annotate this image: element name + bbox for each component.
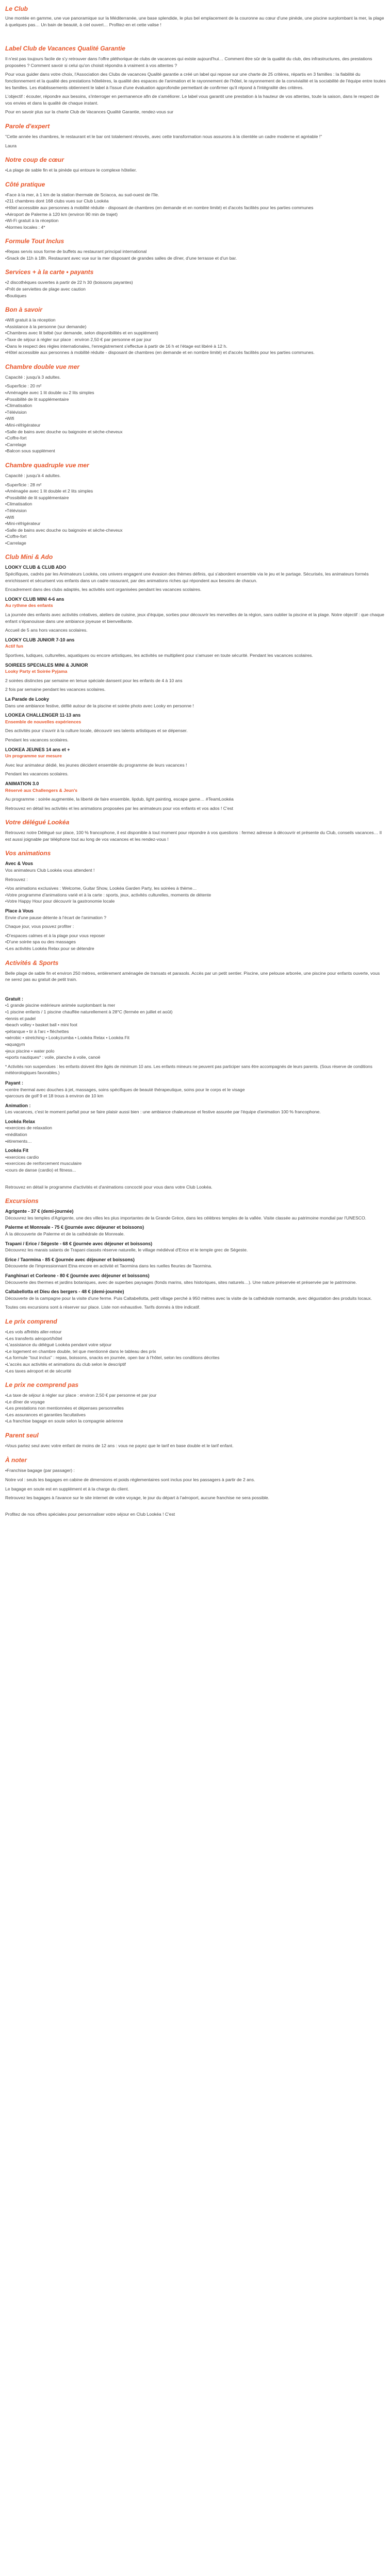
list-item: • La plage de sable fin et la pinède qui entoure le complexe hôtelier.	[5, 167, 386, 174]
list-item: • Coffre-fort	[5, 533, 386, 540]
sport-title: Activités & Sports	[5, 959, 59, 967]
minis-subhead: Looky Party et Soirée Pyjama	[5, 669, 68, 674]
prix-list	[5, 1329, 386, 1374]
animations-title: Vos animations	[5, 850, 51, 857]
chambre2-section	[5, 462, 386, 547]
minis-head: LOOKY CLUB MINI 4-6 ans	[5, 596, 64, 602]
animations-intro: Retrouvez :	[5, 876, 28, 882]
chambre1-list	[5, 383, 386, 454]
coup-section	[5, 156, 386, 174]
list-item: • Superficie : 28 m²	[5, 482, 386, 488]
list-item: • Climatisation	[5, 402, 386, 409]
noter-text: Notre vol : seuls les bagages en cabine de dimensions et poids réglementaires sont inclus pour les passagers à partir de 2 ans.	[5, 1477, 255, 1483]
noter-section	[5, 1456, 386, 1518]
label-title: Label Club de Vacances Qualité Garantie	[5, 45, 125, 53]
list-item: • Hôtel accessible aux personnes à mobilité réduite - disposant de chambres (en demande et en nombre limité) et d'accès facilités pour les parties communes	[5, 205, 386, 211]
sport-head: Animation :	[5, 1103, 31, 1108]
list-item: • 1 grande piscine extérieure animée surplombant la mer	[5, 1002, 386, 1009]
sport-list-4	[5, 1125, 386, 1144]
list-item: • L'accès aux activités et animations du club selon le descriptif	[5, 1361, 386, 1368]
sport-note: Retrouvez en détail le programme d'activités et d'animations concocté pour vous dans votre Club Lookéa.	[5, 1184, 213, 1190]
minis-text: Des activités pour s'ouvrir à la culture locale, découvrir ses talents artistiques et se dépenser.	[5, 728, 188, 734]
list-item: • tennis et padel	[5, 1015, 386, 1022]
sport-list-5	[5, 1154, 386, 1174]
list-item: • Dans le respect des règles internationales, l'enregistrement s'effectue à partir de 16 h et l'étage est libéré à 12 h.	[5, 343, 386, 350]
list-item: • Face à la mer, à 1 km de la station thermale de Sciacca, au sud-ouest de l'île.	[5, 192, 386, 198]
sport-text: Les vacances, c'est le moment parfait pour se faire plaisir aussi bien : une ambiance chaleureuse et festive assurée par l'équipe d'animation 100 % francophone.	[5, 1109, 321, 1115]
excursions-title: Excursions	[5, 1197, 39, 1205]
intro-title: Le Club	[5, 5, 28, 12]
list-item: • exercices de relaxation	[5, 1125, 386, 1131]
sport-head: Gratuit :	[5, 996, 23, 1002]
list-item: • Télévision	[5, 507, 386, 514]
excursion-head: Erice / Taormina - 85 € (journée avec déjeuner et boissons)	[5, 1257, 135, 1262]
list-item: • exercices cardio	[5, 1154, 386, 1161]
list-item: • Snack de 11h à 18h. Restaurant avec vue sur la mer disposant de grandes salles de dîner, d'une terrasse et d'un bar.	[5, 255, 386, 262]
minis-text: Sportives, ludiques, culturelles, aquatiques ou encore artistiques, les activités se multiplient pour s'amuser en toute sécurité. Pendant les vacances scolaires.	[5, 653, 313, 658]
coup-title: Notre coup de cœur	[5, 156, 64, 164]
list-item: • Carrelage	[5, 540, 386, 547]
sport-head: Lookéa Fit	[5, 1148, 29, 1154]
list-item: • Votre Happy Hour pour découvrir la gastronomie locale	[5, 898, 386, 905]
list-item: • Franchise bagage (par passager) :	[5, 1467, 386, 1474]
excursion-text: À la découverte de Palerme et de la cathédrale de Monreale.	[5, 1231, 125, 1236]
list-item: • Normes locales : 4*	[5, 224, 386, 231]
list-item: • D'espaces calmes et à la plage pour vous reposer	[5, 933, 386, 939]
excursion-text: Découverte de l'impressionnant Etna encore en activité et Taormina dans les ruelles fleuries de Taormina.	[5, 1263, 213, 1269]
animations-list-2	[5, 933, 386, 952]
parole-title: Parole d'expert	[5, 122, 50, 130]
minis-note: Retrouvez en détail les activités et les animations proposées par les animateurs pour vos enfants et vos ados ! C'est	[5, 805, 234, 811]
minis-text: Spécifiques, cadrés par les Animateurs Lookéa, ces univers engagent une évasion des thèmes définis, qui s'abordent ensemble via le jeu et le partage. Sécurisés, les animateurs formés enrichissent et sécurisent vos enfants dans un cadre rassurant, par des animations riches qui répondent aux besoins de chacun.	[5, 571, 369, 583]
minis-head: ANIMATION 3.0	[5, 781, 39, 786]
list-item: • Wifi	[5, 514, 386, 521]
list-item: • Les activités Lookéa Relax pour se détendre	[5, 945, 386, 952]
list-item: • Chambres avec lit bébé (sur demande, selon disponibilités et en supplément)	[5, 330, 386, 336]
list-item: • Repas servis sous forme de buffets au restaurant principal international	[5, 248, 386, 255]
list-item: • Boutiques	[5, 293, 386, 299]
list-item: • 1 piscine enfants / 1 piscine chauffée naturellement à 28°C (fermée en juillet et août)	[5, 1009, 386, 1015]
parole-quote: "Cette année les chambres, le restaurant et le bar ont totalement rénovés, avec cette transformation nous assurons à la clientèle un cadre moderne et agréable !"	[5, 133, 322, 139]
list-item: • Salle de bains avec douche ou baignoire et sèche-cheveux	[5, 429, 386, 435]
animations-sub: Place à Vous	[5, 908, 34, 914]
delegue-section	[5, 819, 386, 842]
list-item: • exercices de renforcement musculaire	[5, 1160, 386, 1167]
list-item: • Les vols affrétés aller-retour	[5, 1329, 386, 1335]
list-item: • Wifi	[5, 415, 386, 422]
parent-section	[5, 1432, 386, 1449]
list-item: • 211 chambres dont 168 clubs vues sur Club Lookéa	[5, 198, 386, 205]
parent-title: Parent seul	[5, 1432, 39, 1439]
minis-text: Pendant les vacances scolaires.	[5, 737, 69, 742]
delegue-text: Retrouvez notre Délégué sur place, 100 % francophone, il est disponible à tout moment pour répondre à vos questions : fermez adresse à découvrir et présente du Club, conseils vacances… Il est aussi joignable par téléphone tout au long de vos vacances et les rendez-vous !	[5, 830, 382, 842]
minis-text: Avec leur animateur dédié, les jeunes décident ensemble du programme de leurs vacances !	[5, 762, 187, 768]
animations-section	[5, 850, 386, 952]
minis-text: 2 soirées distinctes par semaine en tenue spéciale dansent pour les enfants de 4 à 10 ans	[5, 677, 183, 683]
excursion-text: Découverte des thermes et jardins botaniques, avec de superbes paysages (fonds marins, sites historiques, sites naturels…). Une nature préservée et préservée par le patrimoine.	[5, 1279, 357, 1285]
coup-list	[5, 167, 386, 174]
list-item: • Le dîner de voyage	[5, 1399, 386, 1405]
excursions-section	[5, 1197, 386, 1311]
minis-subhead: Ensemble de nouvelles expériences	[5, 719, 82, 724]
list-item: • Vous partez seul avec votre enfant de moins de 12 ans : vous ne payez que le tarif en base double et le tarif enfant.	[5, 1443, 386, 1449]
list-item: • parcours de golf 9 et 18 trous à environ de 10 km	[5, 1093, 386, 1099]
list-item: • Climatisation	[5, 501, 386, 507]
animations-sub: Avec & Vous	[5, 861, 34, 867]
animations-line: Chaque jour, vous pouvez profiter :	[5, 924, 74, 929]
list-item: • Les transferts aéroport/hôtel	[5, 1335, 386, 1342]
minis-text: Accueil de 5 ans hors vacances scolaires.	[5, 628, 88, 633]
minis-text: Dans une ambiance festive, défilé autour de la piscine et soirée photo avec Looky en personne !	[5, 703, 194, 708]
animations-list	[5, 885, 386, 905]
minis-subhead: Réservé aux Challengers & Jeun's	[5, 787, 78, 793]
chambre2-desc: Capacité : jusqu'à 4 adultes.	[5, 472, 61, 478]
intro-text: Une montée en gamme, unе vue panoramique sur la Méditerranée, une base splendide, le plus bel emplacement de la couronne au cœur d'une pinède, une piscine surplombant la mer, la plage à quelques pas… Un bain de beauté, à ciel ouvert… Profitez-en et cette valise !	[5, 15, 384, 27]
minis-text: La journée des enfants avec activités créatives, ateliers de cuisine, jeux d'équipe, sorties pour découvrir les merveilles de la région, sans oublier la piscine et la plage. Notre objectif : que chaque enfant s'épanouisse dans une ambiance joyeuse et bienveillante.	[5, 612, 384, 624]
services-list	[5, 279, 386, 299]
list-item: • La formule "tout inclus" : repas, boissons, snacks en journée, open bar à l'hôtel, selon les conditions décrites	[5, 1354, 386, 1361]
minis-subhead: Actif fun	[5, 643, 23, 649]
chambre1-title: Chambre double vue mer	[5, 363, 80, 370]
delegue-title: Votre délégué Lookéa	[5, 819, 70, 826]
noter-last: Profitez de nos offres spéciales pour personnaliser votre séjour en Club Lookéa ! C'est	[5, 1512, 175, 1517]
pasprix-section	[5, 1381, 386, 1425]
sport-head: Payant :	[5, 1080, 24, 1086]
list-item: • aérobic • stretching • Lookyzumba • Lookéa Relax • Lookéa Fit	[5, 1035, 386, 1041]
animations-line: Vos animateurs Club Lookéa vous attendent !	[5, 868, 95, 873]
list-item: • Hôtel accessible aux personnes à mobilité réduite - disposant de chambres (en demande et en nombre limité) et d'accès facilités pour les parties communes.	[5, 349, 386, 356]
intro-section	[5, 5, 386, 28]
list-item: • D'une soirée spa ou des massages	[5, 939, 386, 945]
list-item: • Coffre-fort	[5, 435, 386, 442]
services-title: Services + à la carte • payants	[5, 268, 94, 276]
list-item: • beach volley • basket ball • mini foot	[5, 1022, 386, 1028]
minis-subhead: Au rythme des enfants	[5, 603, 53, 608]
bain-list	[5, 317, 386, 356]
bain-section	[5, 306, 386, 356]
list-item: • Assistance à la personne (sur demande)	[5, 324, 386, 330]
minis-subhead: Un programme sur mesure	[5, 753, 62, 759]
chambre1-section	[5, 363, 386, 454]
list-item: • Les prestations non mentionnées et dépenses personnelles	[5, 1405, 386, 1412]
minis-text: Encadrement dans des clubs adaptés, les activités sont organisées pendant les vacances scolaires.	[5, 587, 202, 592]
chambre2-list	[5, 482, 386, 547]
bain-title: Bon à savoir	[5, 306, 43, 314]
excursion-head: Palerme et Monreale - 75 € (journée avec déjeuner et boissons)	[5, 1225, 144, 1230]
list-item: • Votre programme d'animations varié et à la carte : sports, jeux, activités culturelles, moments de détente	[5, 892, 386, 899]
excursions-note: Toutes ces excursions sont à réserver sur place. Liste non exhaustive. Tarifs donnés à titre indicatif.	[5, 1304, 201, 1310]
list-item: • cours de danse (cardio) et fitness...	[5, 1167, 386, 1174]
minis-head: SOIREES SPECIALES MINI & JUNIOR	[5, 662, 88, 668]
page	[5, 0, 386, 1536]
minis-head: La Parade de Looky	[5, 696, 50, 702]
list-item: • étirements…	[5, 1138, 386, 1145]
pasprix-list	[5, 1392, 386, 1425]
sport-text: Belle plage de sable fin et environ 250 mètres, entièrement aménagée de transats et parasols. Accès par un petit sentier. Piscine, une pelouse arborée, une piscine pour enfants ouverte, vous ne serez pas au gratuit de petit train.	[5, 970, 380, 982]
sport-head: Lookéa Relax	[5, 1118, 36, 1124]
list-item: • Aéroport de Palerme à 120 km (environ 90 min de trajet)	[5, 211, 386, 218]
sport-list-2	[5, 1087, 386, 1099]
list-item: • Le logement en chambre double, tel que mentionné dans le tableau des prix	[5, 1348, 386, 1355]
critique-list	[5, 192, 386, 231]
formule-list	[5, 248, 386, 261]
critique-section	[5, 181, 386, 231]
pasprix-title: Le prix ne comprend pas	[5, 1381, 79, 1389]
services-section	[5, 268, 386, 299]
sport-note: * Activités non suspendues : les enfants doivent être âgés de minimum 10 ans. Les enfants mineurs ne peuvent pas participer sans être accompagnés de leurs parents. (Sous réserve de conditions météorologiques favorables.)	[5, 1064, 372, 1076]
minis-section	[5, 553, 386, 811]
minis-text: 2 fois par semaine pendant les vacances scolaires.	[5, 687, 106, 692]
list-item: • Carrelage	[5, 442, 386, 448]
list-item: • Aménagée avec 1 lit double et 2 lits simples	[5, 488, 386, 495]
excursion-text: Découvrez les marais salants de Trapani classés réserve naturelle, le village médiéval d'Erice et le temple grec de Ségeste.	[5, 1247, 248, 1253]
minis-head: LOOKY CLUB JUNIOR 7-10 ans	[5, 637, 75, 642]
excursion-text: Découvrez les temples d'Agrigente, une des villes les plus importantes de la Grande Grèce, dans les célèbres temples de la vallée. Visite classée au patrimoine mondial par l'UNESCO.	[5, 1215, 367, 1221]
list-item: • Superficie : 20 m²	[5, 383, 386, 389]
list-item: • méditation	[5, 1131, 386, 1138]
list-item: • centre thermal avec douches à jet, massages, soins spécifiques de beauté thérapeutique, soins pour le corps et le visage	[5, 1087, 386, 1093]
list-item: • Télévision	[5, 409, 386, 416]
list-item: • Vos animations exclusives : Welcome, Guitar Show, Lookéa Garden Party, les soirées à thème…	[5, 885, 386, 892]
list-item: • Salle de bains avec douche ou baignoire et sèche-cheveux	[5, 527, 386, 534]
list-item: • Balcon sous supplément	[5, 448, 386, 454]
prix-title: Le prix comprend	[5, 1317, 57, 1325]
noter-title: À noter	[5, 1456, 27, 1464]
excursion-head: Trapani / Erice / Ségeste - 68 € (journée avec déjeuner et boissons)	[5, 1241, 153, 1246]
excursion-head: Caltabellotta et Dieu des bergers - 48 € (demi-journée)	[5, 1289, 124, 1295]
parent-list	[5, 1443, 386, 1449]
label-text-3: L'objectif : écouter, répondre aux besoins, s'interroger en permanence afin de s'améliorer. Le label vous garantit une prestation à la hauteur de vos attentes, toute la saison, dans le respect de vos envies et dans la qualité de chaque instant.	[5, 94, 379, 106]
chambre1-desc: Capacité : jusqu'à 3 adultes.	[5, 374, 61, 380]
noter-note: Retrouvez les bagages à l'avance sur le site internet de votre voyage, le jour du départ à l'aéroport, aucune franchise ne sera possible.	[5, 1495, 270, 1501]
list-item: • Mini-réfrigérateur	[5, 520, 386, 527]
list-item: • L'assistance du délégué Lookéa pendant votre séjour	[5, 1342, 386, 1348]
list-item: • La franchise bagage en soute selon la compagnie aérienne	[5, 1418, 386, 1425]
parole-section	[5, 123, 386, 149]
list-item: • Taxe de séjour à régler sur place : environ 2,50 € par personne et par jour	[5, 336, 386, 343]
minis-text: Au programme : soirée augmentée, la liberté de faire ensemble, lipdub, light painting, escape game… #TeamLookéa	[5, 796, 234, 802]
list-item: • Mini-réfrigérateur	[5, 422, 386, 429]
minis-head: LOOKEA CHALLENGER 11-13 ans	[5, 713, 81, 718]
excursion-head: Agrigente - 37 € (demi-journée)	[5, 1209, 74, 1214]
list-item: • Les assurances et garanties facultatives	[5, 1412, 386, 1418]
list-item: • Wi-Fi gratuit à la réception	[5, 217, 386, 224]
minis-head: LOOKY CLUB & CLUB ADO	[5, 565, 66, 570]
minis-head: LOOKEA JEUNES 14 ans et +	[5, 747, 70, 752]
list-item: • jeux piscine • water polo	[5, 1048, 386, 1055]
list-item: • Aménagée avec 1 lit double ou 2 lits simples	[5, 389, 386, 396]
minis-title: Club Mini & Ado	[5, 553, 53, 561]
excursion-head: Fanghinari et Corleone - 80 € (journée avec déjeuner et boissons)	[5, 1273, 150, 1278]
minis-text: Pendant les vacances scolaires.	[5, 771, 69, 777]
list-item: • sports nautiques* : voile, planche à voile, canoë	[5, 1054, 386, 1061]
list-item: • Les taxes aéroport et de sécurité	[5, 1368, 386, 1375]
label-section	[5, 45, 386, 115]
list-item: • Possibilité de lit supplémentaire	[5, 396, 386, 403]
label-text-2: Pour vous guider dans votre choix, l'Association des Clubs de vacances Qualité garantie a créé un label qui repose sur une charte de 25 critères, répartis en 3 familles : la fiabilité du fonctionnement et la qualité des prestations hôtelières, la qualité des espaces de l'animation et le rayonnement de l'hôtel, le rayonnement de la convivialité et la sociabilité de l'équipe entre toutes les familles. Les établissements obtiennent le label à l'issue d'une évaluation approfondie permettant de confirmer qu'il répond à l'intégralité des critères.	[5, 72, 386, 90]
animations-line: Envie d'une pause détente à l'écart de l'animation ?	[5, 914, 107, 920]
parole-author: Laura	[5, 143, 17, 148]
sport-section	[5, 959, 386, 1191]
chambre2-title: Chambre quadruple vue mer	[5, 461, 89, 469]
label-text-1: Il n'est pas toujours facile de s'y retrouver dans l'offre pléthorique de clubs de vacances qui existe aujourd'hui… Comment être sûr de la qualité du club, des infrastructures, des prestations proposées ? Comment savoir si celui qu'on choisit répondra à vraiment à vos attentes ?	[5, 56, 372, 68]
excursion-text: Découverte de la campagne pour la visite d'une ferme. Puis Caltabellotta, petit village perché à 950 mètres avec la visite de la cathédrale normande, avec dégustation des produits locaux.	[5, 1295, 372, 1301]
prix-section	[5, 1318, 386, 1374]
list-item: • aquagym	[5, 1041, 386, 1048]
list-item: • pétanque • tir à l'arc • fléchettes	[5, 1028, 386, 1035]
label-text-4: Pour en savoir plus sur la charte Club de Vacances Qualité Garantie, rendez-vous sur	[5, 109, 174, 115]
list-item: • Prêt de serviettes de plage avec caution	[5, 286, 386, 293]
list-item: • Wifi gratuit à la réception	[5, 317, 386, 324]
list-item: • 2 discothèques ouvertes à partir de 22 h 30 (boissons payantes)	[5, 279, 386, 286]
formule-section	[5, 238, 386, 261]
list-item: • Possibilité de lit supplémentaire	[5, 495, 386, 501]
sport-list-1	[5, 1002, 386, 1060]
critique-title: Côté pratique	[5, 180, 45, 188]
list-item: • La taxe de séjour à régler sur place : environ 2,50 € par personne et par jour	[5, 1392, 386, 1399]
noter-text: Le bagage en soute est en supplément et à la charge du client.	[5, 1486, 129, 1492]
noter-list	[5, 1467, 386, 1474]
formule-title: Formule Tout Inclus	[5, 238, 64, 245]
